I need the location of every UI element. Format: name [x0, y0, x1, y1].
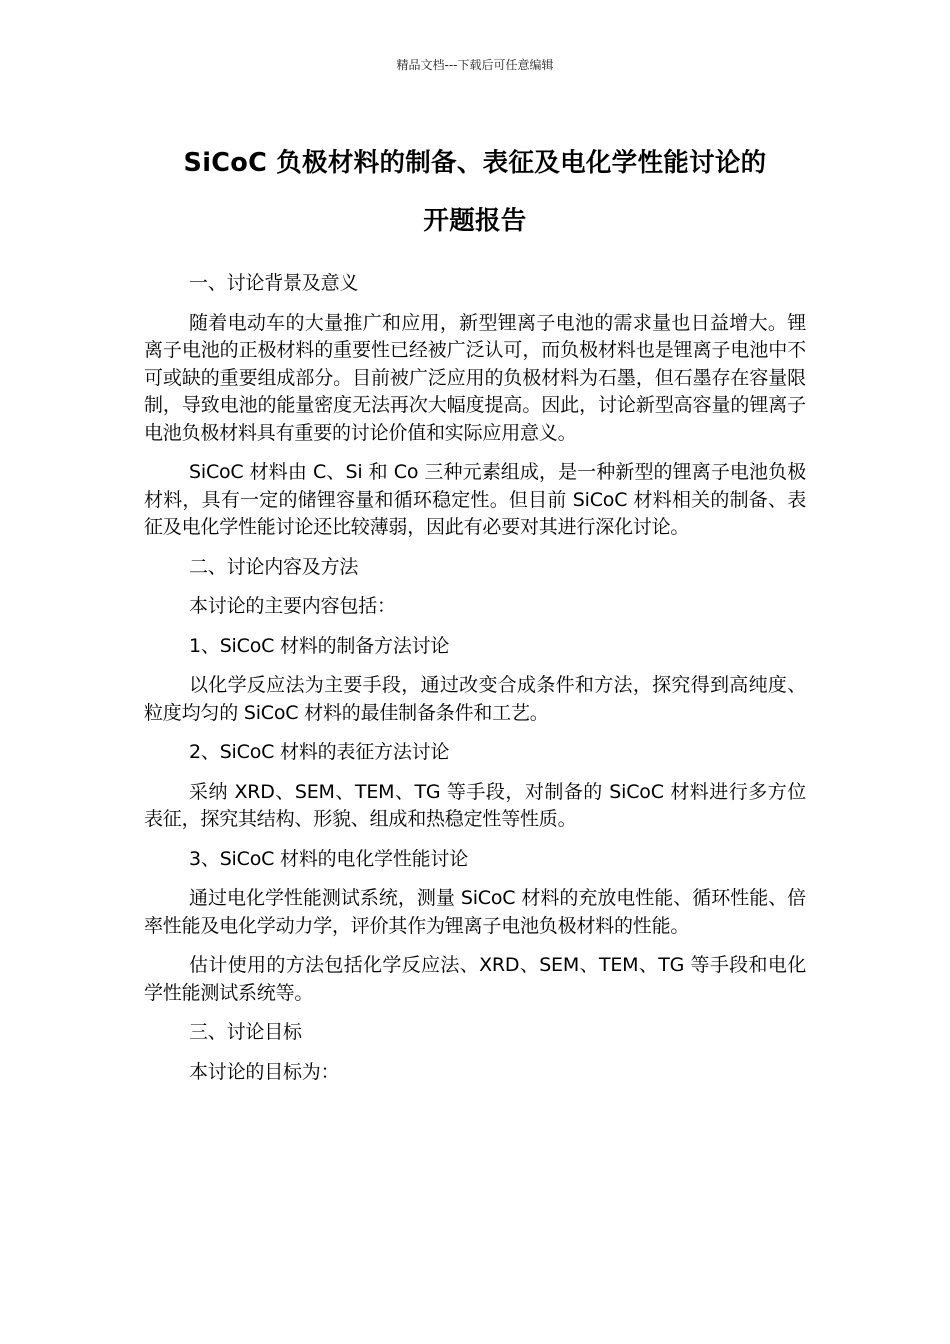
paragraph-methods-summary: 估计使用的方法包括化学反应法、XRD、SEM、TEM、TG 等手段和电化学性能测试系统等。	[144, 954, 806, 1004]
list-item-preparation: 1、SiCoC 材料的制备方法讨论	[189, 634, 450, 657]
paragraph-electrochemical: 通过电化学性能测试系统，测量 SiCoC 材料的充放电性能、循环性能、倍率性能及电化学动力学，评价其作为锂离子电池负极材料的性能。	[144, 887, 806, 937]
list-item-characterization: 2、SiCoC 材料的表征方法讨论	[189, 741, 450, 763]
paragraph-content-intro: 本讨论的主要内容包括：	[189, 595, 396, 617]
paragraph-preparation: 以化学反应法为主要手段，通过改变合成条件和方法，探究得到高纯度、粒度均匀的 SiCoC 材料的最佳制备条件和工艺。	[144, 674, 806, 724]
paragraph-characterization: 采纳 XRD、SEM、TEM、TG 等手段，对制备的 SiCoC 材料进行多方位表征，探究其结构、形貌、组成和热稳定性等性质。	[144, 780, 806, 830]
section-heading-goals: 三、讨论目标	[189, 1021, 302, 1043]
title-line-2: 开题报告	[423, 206, 527, 236]
title-line-1: SiCoC 负极材料的制备、表征及电化学性能讨论的	[183, 148, 767, 178]
list-item-electrochemical: 3、SiCoC 材料的电化学性能讨论	[189, 847, 469, 870]
section-heading-content-methods: 二、讨论内容及方法	[189, 555, 359, 578]
section-heading-background: 一、讨论背景及意义	[189, 272, 359, 294]
document-body	[144, 270, 806, 1098]
paragraph-goals-intro: 本讨论的目标为：	[189, 1060, 340, 1083]
paragraph-sicoc-intro: SiCoC 材料由 C、Si 和 Co 三种元素组成，是一种新型的锂离子电池负极材料，具有一定的储锂容量和循环稳定性。但目前 SiCoC 材料相关的制备、表征及电化学性能讨论还比较薄弱，因此有必要对其进行深化讨论。	[144, 461, 806, 538]
page-header-note: 精品文档---下载后可任意编辑	[396, 58, 554, 72]
paragraph-background: 随着电动车的大量推广和应用，新型锂离子电池的需求量也日益增大。锂离子电池的正极材料的重要性已经被广泛认可，而负极材料也是锂离子电池中不可或缺的重要组成部分。目前被广泛应用的负极材料为石墨，但石墨存在容量限制，导致电池的能量密度无法再次大幅度提高。因此，讨论新型高容量的锂离子电池负极材料具有重要的讨论价值和实际应用意义。	[144, 311, 806, 444]
document-title	[120, 134, 830, 250]
